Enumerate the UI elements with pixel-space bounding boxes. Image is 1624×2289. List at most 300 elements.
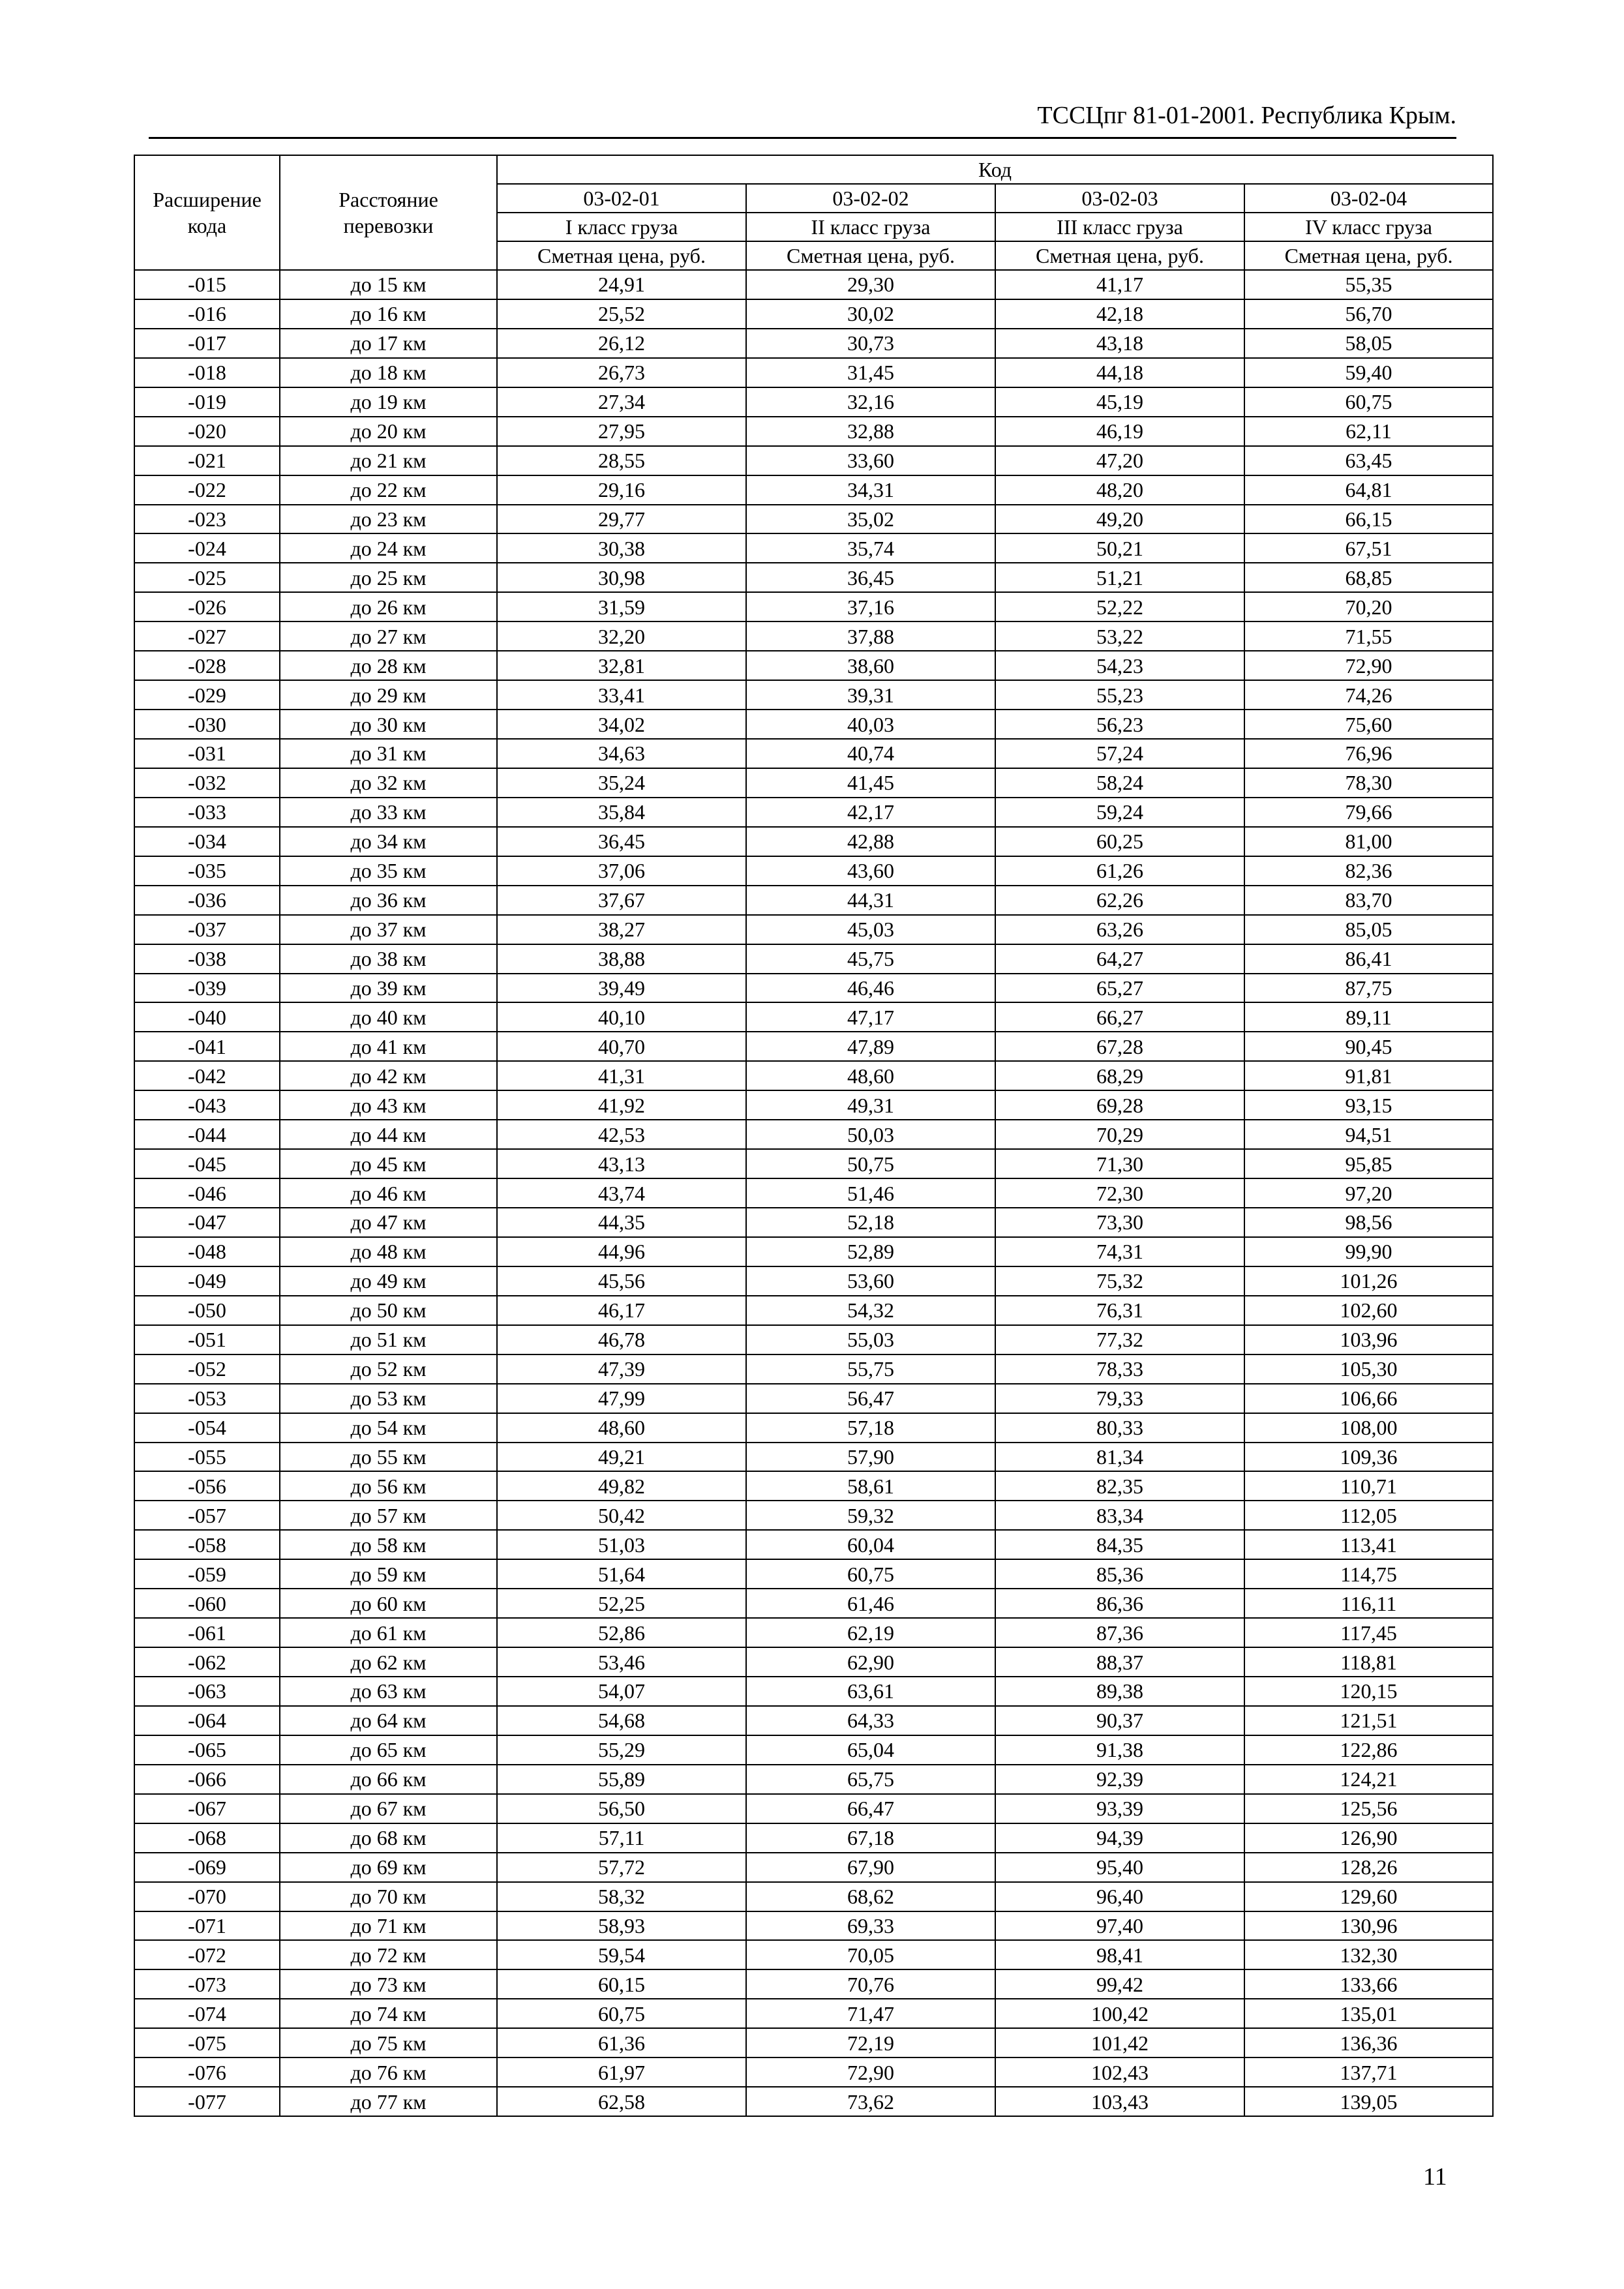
distance-cell: до 40 км xyxy=(280,1002,497,1032)
price-class-1-cell: 59,54 xyxy=(497,1940,746,1969)
price-class-2-cell: 60,75 xyxy=(746,1559,995,1589)
price-class-2-cell: 60,04 xyxy=(746,1530,995,1559)
price-class-2-cell: 32,88 xyxy=(746,417,995,446)
table-row xyxy=(134,1471,1493,1501)
code-extension-cell: -031 xyxy=(134,739,280,768)
table-row xyxy=(134,944,1493,974)
price-class-3-cell: 65,27 xyxy=(995,974,1244,1003)
price-class-4-cell: 129,60 xyxy=(1244,1882,1493,1911)
price-class-4-cell: 79,66 xyxy=(1244,798,1493,827)
code-extension-cell: -045 xyxy=(134,1149,280,1178)
table-row xyxy=(134,2057,1493,2087)
price-class-4-cell: 55,35 xyxy=(1244,270,1493,299)
table-row xyxy=(134,446,1493,475)
table-row xyxy=(134,1735,1493,1765)
price-class-1-cell: 29,16 xyxy=(497,475,746,505)
price-class-4-cell: 93,15 xyxy=(1244,1090,1493,1120)
code-extension-cell: -033 xyxy=(134,798,280,827)
code-extension-cell: -070 xyxy=(134,1882,280,1911)
price-class-2-cell: 41,45 xyxy=(746,768,995,798)
price-class-1-cell: 57,11 xyxy=(497,1823,746,1853)
code-extension-cell: -074 xyxy=(134,1999,280,2028)
price-class-1-cell: 51,03 xyxy=(497,1530,746,1559)
price-class-3-cell: 100,42 xyxy=(995,1999,1244,2028)
price-class-3-cell: 101,42 xyxy=(995,2028,1244,2057)
price-class-4-cell: 122,86 xyxy=(1244,1735,1493,1765)
table-row xyxy=(134,621,1493,651)
distance-cell: до 32 км xyxy=(280,768,497,798)
price-class-1-cell: 62,58 xyxy=(497,2087,746,2116)
code-extension-cell: -060 xyxy=(134,1589,280,1618)
price-class-4-cell: 102,60 xyxy=(1244,1296,1493,1325)
distance-cell: до 66 км xyxy=(280,1765,497,1794)
price-class-2-cell: 42,17 xyxy=(746,798,995,827)
code-extension-cell: -069 xyxy=(134,1853,280,1882)
distance-cell: до 76 км xyxy=(280,2057,497,2087)
price-class-2-cell: 34,31 xyxy=(746,475,995,505)
price-class-2-cell: 36,45 xyxy=(746,563,995,592)
price-class-4-cell: 70,20 xyxy=(1244,592,1493,621)
price-class-3-cell: 52,22 xyxy=(995,592,1244,621)
price-class-1-cell: 46,78 xyxy=(497,1325,746,1354)
price-class-3-cell: 44,18 xyxy=(995,358,1244,387)
document-title: ТССЦпг 81-01-2001. Республика Крым. xyxy=(1037,102,1456,129)
price-class-1-cell: 56,50 xyxy=(497,1794,746,1823)
price-class-2-cell: 30,73 xyxy=(746,329,995,358)
table-row xyxy=(134,768,1493,798)
price-class-4-cell: 105,30 xyxy=(1244,1354,1493,1384)
price-class-4-cell: 99,90 xyxy=(1244,1237,1493,1266)
price-class-1-cell: 28,55 xyxy=(497,446,746,475)
distance-cell: до 58 км xyxy=(280,1530,497,1559)
price-class-2-cell: 37,88 xyxy=(746,621,995,651)
price-class-4-cell: 132,30 xyxy=(1244,1940,1493,1969)
distance-cell: до 42 км xyxy=(280,1061,497,1090)
distance-cell: до 46 км xyxy=(280,1178,497,1208)
distance-cell: до 36 км xyxy=(280,886,497,915)
distance-cell: до 63 км xyxy=(280,1677,497,1706)
col-code-1: 03-02-01 xyxy=(497,184,746,213)
price-class-2-cell: 54,32 xyxy=(746,1296,995,1325)
table-row xyxy=(134,1384,1493,1413)
distance-cell: до 62 км xyxy=(280,1647,497,1677)
price-class-4-cell: 81,00 xyxy=(1244,827,1493,856)
price-class-1-cell: 26,12 xyxy=(497,329,746,358)
table-row xyxy=(134,592,1493,621)
price-class-3-cell: 55,23 xyxy=(995,680,1244,710)
distance-cell: до 70 км xyxy=(280,1882,497,1911)
price-class-1-cell: 34,02 xyxy=(497,710,746,739)
price-class-1-cell: 40,10 xyxy=(497,1002,746,1032)
distance-cell: до 51 км xyxy=(280,1325,497,1354)
price-class-4-cell: 110,71 xyxy=(1244,1471,1493,1501)
price-class-2-cell: 62,19 xyxy=(746,1618,995,1647)
price-class-4-cell: 95,85 xyxy=(1244,1149,1493,1178)
table-row xyxy=(134,1882,1493,1911)
distance-cell: до 67 км xyxy=(280,1794,497,1823)
code-extension-cell: -021 xyxy=(134,446,280,475)
price-class-1-cell: 54,07 xyxy=(497,1677,746,1706)
price-class-1-cell: 30,98 xyxy=(497,563,746,592)
price-class-1-cell: 55,29 xyxy=(497,1735,746,1765)
price-class-2-cell: 31,45 xyxy=(746,358,995,387)
price-class-4-cell: 68,85 xyxy=(1244,563,1493,592)
price-class-4-cell: 117,45 xyxy=(1244,1618,1493,1647)
table-row xyxy=(134,1853,1493,1882)
distance-cell: до 35 км xyxy=(280,856,497,886)
price-class-4-cell: 108,00 xyxy=(1244,1413,1493,1443)
distance-cell: до 37 км xyxy=(280,915,497,944)
price-class-4-cell: 67,51 xyxy=(1244,533,1493,563)
table-row xyxy=(134,680,1493,710)
price-class-4-cell: 97,20 xyxy=(1244,1178,1493,1208)
price-class-2-cell: 57,90 xyxy=(746,1443,995,1472)
price-class-4-cell: 109,36 xyxy=(1244,1443,1493,1472)
code-extension-cell: -054 xyxy=(134,1413,280,1443)
price-class-2-cell: 72,90 xyxy=(746,2057,995,2087)
price-class-4-cell: 87,75 xyxy=(1244,974,1493,1003)
price-class-4-cell: 139,05 xyxy=(1244,2087,1493,2116)
col-header-code-extension-line1: Расширение xyxy=(153,188,262,211)
price-class-1-cell: 60,75 xyxy=(497,1999,746,2028)
price-class-1-cell: 50,42 xyxy=(497,1501,746,1530)
distance-cell: до 72 км xyxy=(280,1940,497,1969)
table-row xyxy=(134,358,1493,387)
table-row xyxy=(134,1002,1493,1032)
price-class-1-cell: 52,25 xyxy=(497,1589,746,1618)
code-extension-cell: -066 xyxy=(134,1765,280,1794)
distance-cell: до 65 км xyxy=(280,1735,497,1765)
price-class-4-cell: 121,51 xyxy=(1244,1706,1493,1735)
price-class-3-cell: 103,43 xyxy=(995,2087,1244,2116)
price-class-4-cell: 103,96 xyxy=(1244,1325,1493,1354)
distance-cell: до 38 км xyxy=(280,944,497,974)
code-extension-cell: -049 xyxy=(134,1266,280,1296)
distance-cell: до 41 км xyxy=(280,1032,497,1061)
table-row xyxy=(134,2028,1493,2057)
code-extension-cell: -017 xyxy=(134,329,280,358)
price-class-4-cell: 98,56 xyxy=(1244,1208,1493,1237)
code-extension-cell: -029 xyxy=(134,680,280,710)
distance-cell: до 44 км xyxy=(280,1120,497,1149)
code-extension-cell: -071 xyxy=(134,1911,280,1941)
distance-cell: до 22 км xyxy=(280,475,497,505)
price-class-2-cell: 62,90 xyxy=(746,1647,995,1677)
distance-cell: до 33 км xyxy=(280,798,497,827)
distance-cell: до 30 км xyxy=(280,710,497,739)
price-class-3-cell: 54,23 xyxy=(995,651,1244,680)
code-extension-cell: -075 xyxy=(134,2028,280,2057)
distance-cell: до 59 км xyxy=(280,1559,497,1589)
code-extension-cell: -026 xyxy=(134,592,280,621)
price-class-2-cell: 42,88 xyxy=(746,827,995,856)
price-class-1-cell: 49,82 xyxy=(497,1471,746,1501)
table-row xyxy=(134,1325,1493,1354)
price-class-3-cell: 92,39 xyxy=(995,1765,1244,1794)
distance-cell: до 47 км xyxy=(280,1208,497,1237)
price-class-3-cell: 61,26 xyxy=(995,856,1244,886)
price-class-3-cell: 49,20 xyxy=(995,505,1244,534)
price-class-3-cell: 68,29 xyxy=(995,1061,1244,1090)
table-row xyxy=(134,475,1493,505)
price-class-1-cell: 48,60 xyxy=(497,1413,746,1443)
table-row xyxy=(134,1178,1493,1208)
code-extension-cell: -064 xyxy=(134,1706,280,1735)
price-class-1-cell: 47,39 xyxy=(497,1354,746,1384)
distance-cell: до 56 км xyxy=(280,1471,497,1501)
col-class-3: III класс груза xyxy=(995,213,1244,241)
col-unit-1: Сметная цена, руб. xyxy=(497,241,746,270)
col-unit-2: Сметная цена, руб. xyxy=(746,241,995,270)
code-extension-cell: -037 xyxy=(134,915,280,944)
price-class-2-cell: 70,76 xyxy=(746,1969,995,1999)
price-class-4-cell: 64,81 xyxy=(1244,475,1493,505)
code-extension-cell: -028 xyxy=(134,651,280,680)
code-extension-cell: -068 xyxy=(134,1823,280,1853)
price-class-2-cell: 47,17 xyxy=(746,1002,995,1032)
distance-cell: до 18 км xyxy=(280,358,497,387)
code-extension-cell: -042 xyxy=(134,1061,280,1090)
code-extension-cell: -044 xyxy=(134,1120,280,1149)
code-extension-cell: -052 xyxy=(134,1354,280,1384)
table-row xyxy=(134,563,1493,592)
distance-cell: до 53 км xyxy=(280,1384,497,1413)
table-row xyxy=(134,827,1493,856)
price-class-2-cell: 45,75 xyxy=(746,944,995,974)
code-extension-cell: -063 xyxy=(134,1677,280,1706)
price-class-2-cell: 67,18 xyxy=(746,1823,995,1853)
price-class-2-cell: 35,02 xyxy=(746,505,995,534)
price-class-3-cell: 43,18 xyxy=(995,329,1244,358)
price-class-4-cell: 112,05 xyxy=(1244,1501,1493,1530)
price-class-2-cell: 58,61 xyxy=(746,1471,995,1501)
price-class-2-cell: 52,18 xyxy=(746,1208,995,1237)
price-class-1-cell: 34,63 xyxy=(497,739,746,768)
code-extension-cell: -020 xyxy=(134,417,280,446)
price-class-4-cell: 116,11 xyxy=(1244,1589,1493,1618)
price-class-2-cell: 29,30 xyxy=(746,270,995,299)
price-class-3-cell: 99,42 xyxy=(995,1969,1244,1999)
price-class-1-cell: 32,20 xyxy=(497,621,746,651)
price-class-1-cell: 46,17 xyxy=(497,1296,746,1325)
price-class-3-cell: 64,27 xyxy=(995,944,1244,974)
distance-cell: до 31 км xyxy=(280,739,497,768)
price-class-4-cell: 74,26 xyxy=(1244,680,1493,710)
price-class-4-cell: 78,30 xyxy=(1244,768,1493,798)
distance-cell: до 75 км xyxy=(280,2028,497,2057)
price-class-4-cell: 72,90 xyxy=(1244,651,1493,680)
price-class-1-cell: 38,88 xyxy=(497,944,746,974)
price-class-1-cell: 49,21 xyxy=(497,1443,746,1472)
table-row xyxy=(134,417,1493,446)
price-class-3-cell: 83,34 xyxy=(995,1501,1244,1530)
table-row xyxy=(134,739,1493,768)
table-row xyxy=(134,1794,1493,1823)
price-class-2-cell: 61,46 xyxy=(746,1589,995,1618)
col-code-2: 03-02-02 xyxy=(746,184,995,213)
price-class-4-cell: 56,70 xyxy=(1244,299,1493,329)
code-extension-cell: -022 xyxy=(134,475,280,505)
table-header xyxy=(134,155,1493,270)
table-row xyxy=(134,1354,1493,1384)
price-class-1-cell: 25,52 xyxy=(497,299,746,329)
table-row xyxy=(134,2087,1493,2116)
price-class-2-cell: 40,03 xyxy=(746,710,995,739)
price-class-1-cell: 61,97 xyxy=(497,2057,746,2087)
price-class-1-cell: 35,24 xyxy=(497,768,746,798)
price-class-2-cell: 55,03 xyxy=(746,1325,995,1354)
price-class-2-cell: 70,05 xyxy=(746,1940,995,1969)
price-class-4-cell: 83,70 xyxy=(1244,886,1493,915)
price-class-4-cell: 58,05 xyxy=(1244,329,1493,358)
code-extension-cell: -057 xyxy=(134,1501,280,1530)
code-extension-cell: -073 xyxy=(134,1969,280,1999)
price-class-4-cell: 85,05 xyxy=(1244,915,1493,944)
price-class-2-cell: 59,32 xyxy=(746,1501,995,1530)
table-row xyxy=(134,1765,1493,1794)
price-class-1-cell: 26,73 xyxy=(497,358,746,387)
price-class-3-cell: 79,33 xyxy=(995,1384,1244,1413)
col-group-code: Код xyxy=(497,155,1493,184)
price-class-2-cell: 56,47 xyxy=(746,1384,995,1413)
price-class-4-cell: 62,11 xyxy=(1244,417,1493,446)
code-extension-cell: -018 xyxy=(134,358,280,387)
price-class-3-cell: 48,20 xyxy=(995,475,1244,505)
price-class-1-cell: 31,59 xyxy=(497,592,746,621)
table-row xyxy=(134,299,1493,329)
col-header-code-extension xyxy=(134,155,280,270)
price-class-2-cell: 50,75 xyxy=(746,1149,995,1178)
price-class-2-cell: 53,60 xyxy=(746,1266,995,1296)
code-extension-cell: -046 xyxy=(134,1178,280,1208)
running-header xyxy=(149,95,1456,139)
price-class-1-cell: 52,86 xyxy=(497,1618,746,1647)
price-class-1-cell: 42,53 xyxy=(497,1120,746,1149)
code-extension-cell: -023 xyxy=(134,505,280,534)
price-class-3-cell: 82,35 xyxy=(995,1471,1244,1501)
code-extension-cell: -024 xyxy=(134,533,280,563)
code-extension-cell: -015 xyxy=(134,270,280,299)
price-class-3-cell: 84,35 xyxy=(995,1530,1244,1559)
code-extension-cell: -051 xyxy=(134,1325,280,1354)
price-class-4-cell: 128,26 xyxy=(1244,1853,1493,1882)
price-class-3-cell: 86,36 xyxy=(995,1589,1244,1618)
distance-cell: до 74 км xyxy=(280,1999,497,2028)
distance-cell: до 57 км xyxy=(280,1501,497,1530)
table-row xyxy=(134,1647,1493,1677)
price-class-2-cell: 35,74 xyxy=(746,533,995,563)
price-class-2-cell: 64,33 xyxy=(746,1706,995,1735)
table-row xyxy=(134,1940,1493,1969)
distance-cell: до 29 км xyxy=(280,680,497,710)
table-row xyxy=(134,1061,1493,1090)
price-class-1-cell: 30,38 xyxy=(497,533,746,563)
price-class-1-cell: 41,31 xyxy=(497,1061,746,1090)
code-extension-cell: -034 xyxy=(134,827,280,856)
price-class-1-cell: 40,70 xyxy=(497,1032,746,1061)
distance-cell: до 73 км xyxy=(280,1969,497,1999)
price-class-1-cell: 29,77 xyxy=(497,505,746,534)
price-class-2-cell: 30,02 xyxy=(746,299,995,329)
code-extension-cell: -039 xyxy=(134,974,280,1003)
price-class-3-cell: 87,36 xyxy=(995,1618,1244,1647)
price-class-3-cell: 98,41 xyxy=(995,1940,1244,1969)
distance-cell: до 50 км xyxy=(280,1296,497,1325)
code-extension-cell: -065 xyxy=(134,1735,280,1765)
table-row xyxy=(134,1032,1493,1061)
col-class-4: IV класс груза xyxy=(1244,213,1493,241)
distance-cell: до 17 км xyxy=(280,329,497,358)
price-class-4-cell: 114,75 xyxy=(1244,1559,1493,1589)
price-class-2-cell: 47,89 xyxy=(746,1032,995,1061)
table-body xyxy=(134,270,1493,2116)
price-class-2-cell: 40,74 xyxy=(746,739,995,768)
page-number: 11 xyxy=(1423,2163,1447,2191)
price-class-4-cell: 86,41 xyxy=(1244,944,1493,974)
price-class-3-cell: 58,24 xyxy=(995,768,1244,798)
price-class-4-cell: 91,81 xyxy=(1244,1061,1493,1090)
price-class-4-cell: 130,96 xyxy=(1244,1911,1493,1941)
price-class-3-cell: 78,33 xyxy=(995,1354,1244,1384)
table-row xyxy=(134,651,1493,680)
price-class-1-cell: 35,84 xyxy=(497,798,746,827)
table-row xyxy=(134,1149,1493,1178)
price-class-1-cell: 58,32 xyxy=(497,1882,746,1911)
table-row xyxy=(134,1090,1493,1120)
price-class-1-cell: 57,72 xyxy=(497,1853,746,1882)
table-row xyxy=(134,1969,1493,1999)
table-row xyxy=(134,856,1493,886)
col-unit-4: Сметная цена, руб. xyxy=(1244,241,1493,270)
price-class-1-cell: 51,64 xyxy=(497,1559,746,1589)
price-class-1-cell: 38,27 xyxy=(497,915,746,944)
code-extension-cell: -053 xyxy=(134,1384,280,1413)
col-code-3: 03-02-03 xyxy=(995,184,1244,213)
price-class-1-cell: 36,45 xyxy=(497,827,746,856)
table-row xyxy=(134,1677,1493,1706)
table-row xyxy=(134,1823,1493,1853)
col-class-1: I класс груза xyxy=(497,213,746,241)
price-class-2-cell: 39,31 xyxy=(746,680,995,710)
distance-cell: до 21 км xyxy=(280,446,497,475)
table-row xyxy=(134,505,1493,534)
price-class-2-cell: 37,16 xyxy=(746,592,995,621)
col-header-distance-line1: Расстояние xyxy=(338,188,438,211)
price-class-4-cell: 75,60 xyxy=(1244,710,1493,739)
price-class-3-cell: 67,28 xyxy=(995,1032,1244,1061)
price-class-2-cell: 51,46 xyxy=(746,1178,995,1208)
price-class-3-cell: 95,40 xyxy=(995,1853,1244,1882)
table-row xyxy=(134,387,1493,417)
price-class-3-cell: 81,34 xyxy=(995,1443,1244,1472)
distance-cell: до 15 км xyxy=(280,270,497,299)
distance-cell: до 20 км xyxy=(280,417,497,446)
distance-cell: до 24 км xyxy=(280,533,497,563)
price-class-2-cell: 49,31 xyxy=(746,1090,995,1120)
code-extension-cell: -061 xyxy=(134,1618,280,1647)
price-class-2-cell: 71,47 xyxy=(746,1999,995,2028)
price-class-3-cell: 94,39 xyxy=(995,1823,1244,1853)
table-row xyxy=(134,915,1493,944)
price-class-3-cell: 46,19 xyxy=(995,417,1244,446)
price-class-3-cell: 53,22 xyxy=(995,621,1244,651)
price-class-3-cell: 62,26 xyxy=(995,886,1244,915)
code-extension-cell: -032 xyxy=(134,768,280,798)
price-class-1-cell: 44,35 xyxy=(497,1208,746,1237)
price-class-3-cell: 72,30 xyxy=(995,1178,1244,1208)
price-class-4-cell: 89,11 xyxy=(1244,1002,1493,1032)
price-class-2-cell: 43,60 xyxy=(746,856,995,886)
